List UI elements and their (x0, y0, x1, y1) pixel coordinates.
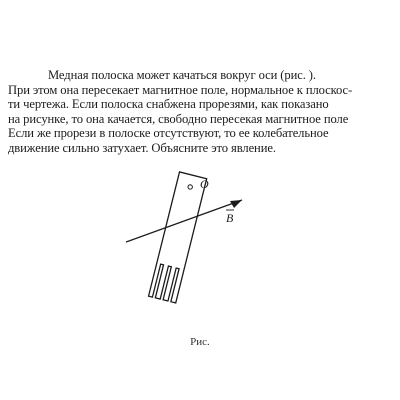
problem-line-6: движение сильно затухает. Объясните это явление. (8, 140, 276, 155)
problem-line-4: на рисунке, то она качается, свободно пересекая магнитное поле (8, 111, 349, 126)
field-arrow-icon (230, 200, 242, 208)
problem-line-3: ти чертежа. Если полоска снабжена прорезями, как показано (8, 97, 329, 112)
problem-text (8, 68, 394, 156)
strip-outline (149, 172, 207, 303)
problem-line-1: Медная полоска может качаться вокруг оси (рис. ). (48, 68, 316, 82)
vector-label: B (226, 211, 234, 225)
pivot-axis-icon (188, 184, 193, 189)
copper-strip-figure (110, 170, 270, 320)
field-line (126, 200, 242, 242)
copper-strip (149, 172, 207, 303)
problem-line-2: При этом она пересекает магнитное поле, нормальное к плоскос- (8, 82, 353, 97)
figure-caption: Рис. (190, 336, 210, 348)
problem-line-5: Если же прорези в полоске отсутствуют, то ее колебательное (8, 126, 329, 141)
axis-label: O (200, 177, 209, 191)
